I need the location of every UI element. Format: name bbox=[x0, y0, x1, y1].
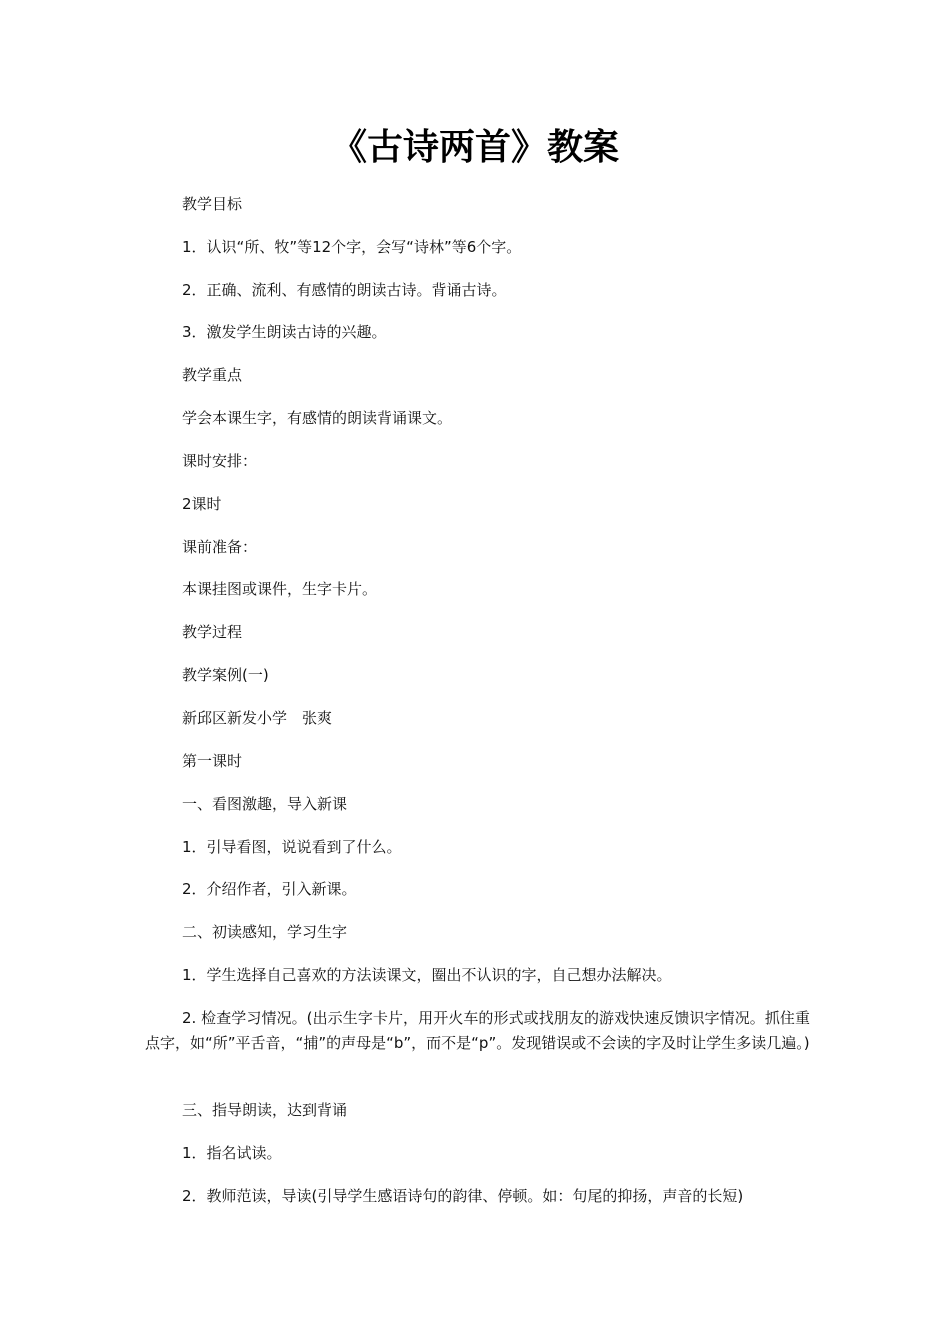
text-line: 1．学生选择自己喜欢的方法读课文，圈出不认识的字，自己想办法解决。 bbox=[182, 966, 672, 984]
text-line: 2．教师范读，导读(引导学生感语诗句的韵律、停顿。如：句尾的抑扬，声音的长短) bbox=[182, 1187, 744, 1205]
text-line: 教学目标 bbox=[182, 195, 243, 213]
text-line: 3．激发学生朗读古诗的兴趣。 bbox=[182, 323, 387, 341]
text-line: 1．指名试读。 bbox=[182, 1144, 282, 1162]
text-line: 第一课时 bbox=[182, 752, 243, 770]
text-line: 2课时 bbox=[182, 495, 222, 513]
text-line: 一、看图激趣，导入新课 bbox=[182, 795, 348, 813]
text-line: 教学重点 bbox=[182, 366, 243, 384]
document-title: 《古诗两首》教案 bbox=[330, 127, 619, 168]
text-line: 1．认识“所、牧”等12个字，会写“诗林”等6个字。 bbox=[182, 238, 522, 256]
text-line: 二、初读感知，学习生字 bbox=[182, 923, 348, 941]
text-line: 2．介绍作者，引入新课。 bbox=[182, 880, 357, 898]
text-line: 新邱区新发小学 张爽 bbox=[182, 709, 333, 727]
text-line: 教学案例(一) bbox=[182, 666, 269, 684]
text-line: 1．引导看图，说说看到了什么。 bbox=[182, 838, 402, 856]
text-line: 教学过程 bbox=[182, 623, 243, 641]
text-line: 三、指导朗读，达到背诵 bbox=[182, 1101, 348, 1119]
text-line: 本课挂图或课件，生字卡片。 bbox=[182, 580, 378, 598]
text-line: 课时安排： bbox=[182, 452, 258, 470]
text-line: 学会本课生字，有感情的朗读背诵课文。 bbox=[182, 409, 453, 427]
text-line: 2．正确、流利、有感情的朗读古诗。背诵古诗。 bbox=[182, 281, 507, 299]
text-line: 课前准备： bbox=[182, 538, 258, 556]
text-paragraph: 2. 检查学习情况。(出示生字卡片，用开火车的形式或找朋友的游戏快速反馈识字情况。抓住重点字，如“所”平舌音，“捕”的声母是“b”，而不是“p”。发现错误或不会读的字及时让学生多读几遍。) bbox=[145, 1009, 810, 1052]
